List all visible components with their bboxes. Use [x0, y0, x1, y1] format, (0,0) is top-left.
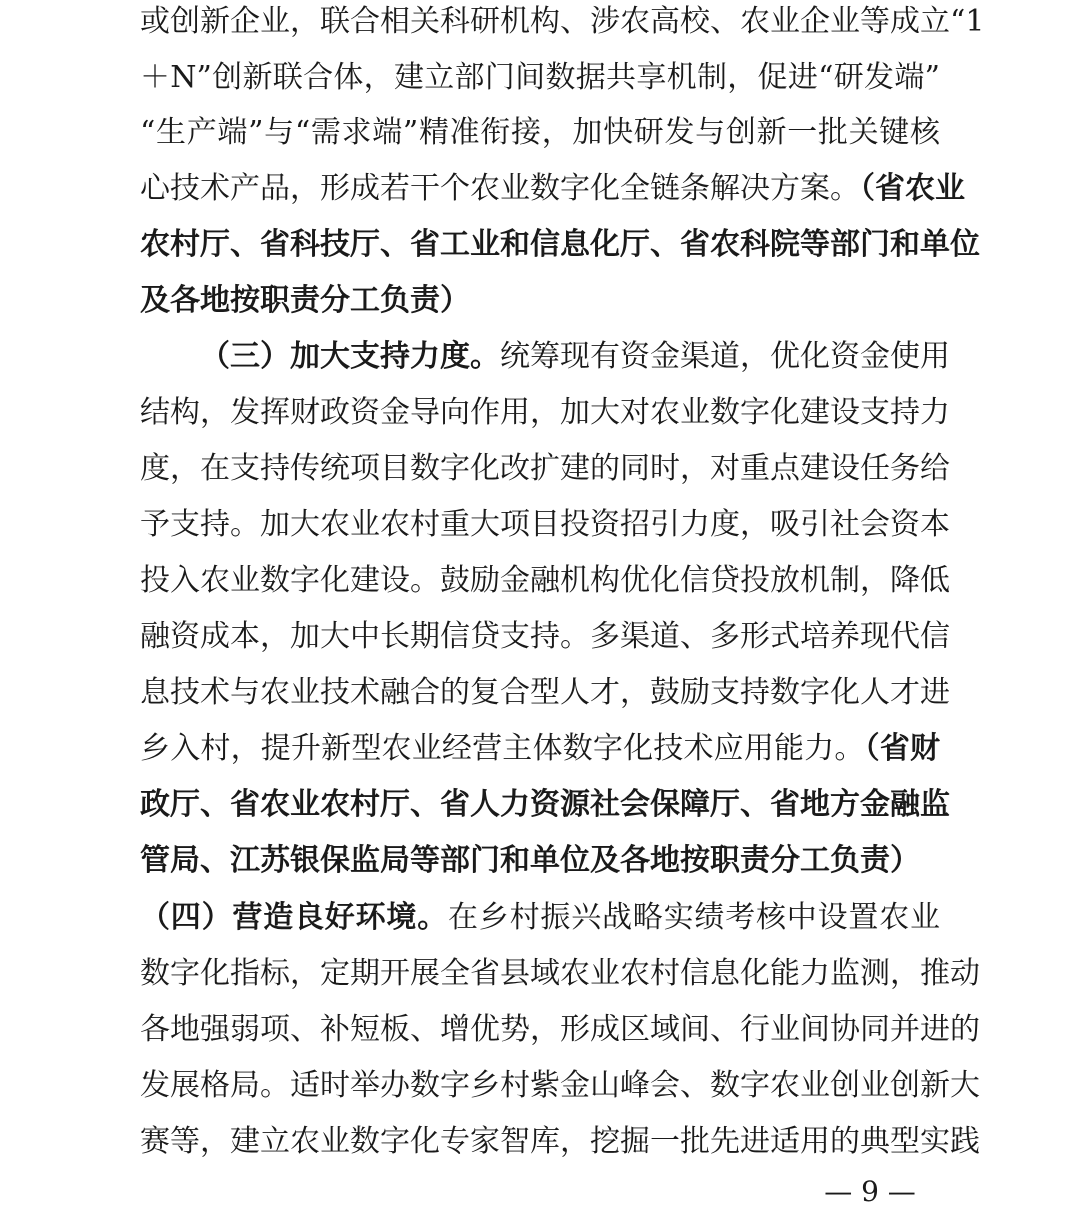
text-span: 乡入村，提升新型农业经营主体数字化技术应用能力。 [140, 731, 865, 766]
text-line: 投入农业数字化建设。鼓励金融机构优化信贷投放机制，降低 [140, 563, 950, 598]
section-heading-line [140, 898, 940, 938]
text-line: 发展格局。适时举办数字乡村紫金山峰会、数字农业创业创新大 [140, 1068, 980, 1103]
text-line: 或创新企业，联合相关科研机构、涉农高校、农业企业等成立“1 [140, 4, 985, 39]
text-line: 赛等，建立农业数字化专家智库，挖掘一批先进适用的典型实践 [140, 1124, 980, 1159]
text-line: 予支持。加大农业农村重大项目投资招引力度，吸引社会资本 [140, 507, 950, 542]
responsibility-text: （省农业 [860, 171, 965, 206]
responsibility-text: （省财 [864, 731, 941, 766]
responsibility-line: 管局、江苏银保监局等部门和单位及各地按职责分工负责） [140, 843, 920, 878]
text-line: 结构，发挥财政资金导向作用，加大对农业数字化建设支持力 [140, 395, 950, 430]
responsibility-line: 及各地按职责分工负责） [140, 283, 470, 318]
text-line: “生产端”与“需求端”精准衔接，加快研发与创新一批关键核 [140, 115, 940, 150]
text-line: 各地强弱项、补短板、增优势，形成区域间、行业间协同并进的 [140, 1012, 980, 1047]
text-line: 度，在支持传统项目数字化改扩建的同时，对重点建设任务给 [140, 451, 950, 486]
section-heading: （三）加大支持力度。 [200, 339, 500, 374]
text-span: 心技术产品，形成若干个农业数字化全链条解决方案。 [140, 171, 860, 206]
section-heading: （四）营造良好环境。 [140, 900, 448, 935]
text-line: 息技术与农业技术融合的复合型人才，鼓励支持数字化人才进 [140, 675, 950, 710]
text-line: ＋N”创新联合体，建立部门间数据共享机制，促进“研发端” [140, 60, 940, 95]
responsibility-line: 政厅、省农业农村厅、省人力资源社会保障厅、省地方金融监 [140, 787, 950, 822]
text-line [140, 169, 965, 209]
text-line: 融资成本，加大中长期信贷支持。多渠道、多形式培养现代信 [140, 619, 950, 654]
text-line [140, 729, 940, 769]
responsibility-line: 农村厅、省科技厅、省工业和信息化厅、省农科院等部门和单位 [140, 227, 980, 262]
section-heading-line [140, 337, 950, 377]
text-span: 统筹现有资金渠道，优化资金使用 [500, 339, 950, 374]
page-number: — 9 — [824, 1175, 916, 1208]
text-line: 数字化指标，定期开展全省县域农业农村信息化能力监测，推动 [140, 956, 980, 991]
text-span: 在乡村振兴战略实绩考核中设置农业 [448, 900, 940, 935]
